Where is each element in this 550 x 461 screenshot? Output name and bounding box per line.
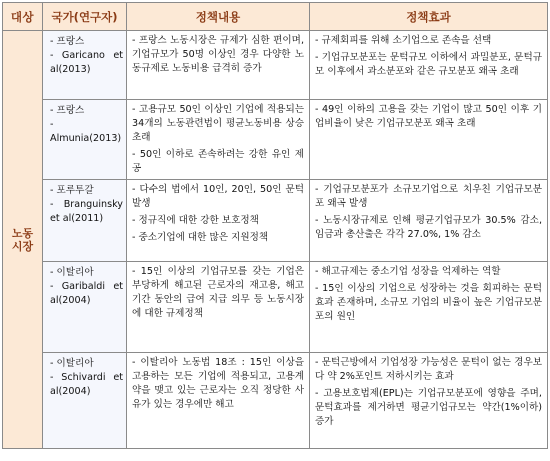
bullet-text: - 이탈리아 노동법 18조 : 15인 이상을 고용하는 모든 기업에 적용되고, 고용계약을 맺고 있는 근로자는 오직 정당한 사유가 있는 경우에만 해고	[132, 357, 304, 410]
bullet-text: - 정규직에 대한 강한 보호정책	[132, 215, 259, 226]
effect-cell	[310, 180, 548, 262]
effect-cell	[310, 353, 548, 449]
bullet-text: - 고용보호법제(EPL)는 기업규모분포에 영향을 주며, 문턱효과를 제거하면 평균기업규모는 약간(1%이하) 증가	[315, 388, 542, 427]
header-subject: 대상	[3, 3, 43, 31]
researcher-ref: - Schivardi et al(2004)	[50, 372, 123, 397]
researcher-ref: - Garicano et al(2013)	[50, 50, 123, 75]
bullet-item	[315, 103, 542, 131]
policy-table-container	[2, 2, 547, 457]
researcher-ref: - Branguinsky et al(2011)	[50, 199, 123, 224]
bullet-text: - 15인 이상의 기업으로 성장하는 것을 회피하는 문턱효과 존재하며, 소규모 기업의 비율이 높은 기업규모분포의 원인	[315, 283, 542, 322]
header-policy: 정책내용	[127, 3, 310, 31]
policy-cell	[127, 262, 310, 353]
effect-cell	[310, 262, 548, 353]
bullet-item	[132, 231, 304, 245]
bullet-text: - 해고규제는 중소기업 성장을 억제하는 역할	[315, 266, 501, 277]
country-name: - 프랑스	[50, 105, 85, 116]
country-cell	[43, 31, 127, 100]
bullet-item	[315, 387, 542, 429]
subject-label: 노동 시장	[11, 226, 34, 253]
header-effect: 정책효과	[310, 3, 548, 31]
bullet-item	[132, 214, 304, 228]
bullet-item	[315, 51, 542, 79]
bullet-text: - 다수의 법에서 10인, 20인, 50인 문턱 발생	[132, 184, 304, 209]
bullet-item	[132, 356, 304, 412]
researcher-ref: - Almunia(2013)	[50, 119, 122, 144]
bullet-text: - 기업규모분포는 문턱규모 이하에서 과밀분포, 문턱규모 이후에서 과소분포와 같은 규모분포 왜곡 초래	[315, 52, 542, 77]
bullet-item	[315, 356, 542, 384]
table-row	[3, 262, 548, 353]
bullet-item	[315, 282, 542, 324]
researcher-ref: - Garibaldi et al(2004)	[50, 281, 123, 306]
bullet-item	[132, 265, 304, 321]
country-name: - 이탈리아	[50, 267, 94, 278]
policy-cell	[127, 353, 310, 449]
effect-cell	[310, 31, 548, 100]
bullet-item	[132, 103, 304, 145]
bullet-item	[315, 34, 542, 48]
policy-cell	[127, 31, 310, 100]
bullet-item	[315, 183, 542, 211]
bullet-text: - 중소기업에 대한 많은 지원정책	[132, 232, 269, 243]
policy-cell	[127, 180, 310, 262]
bullet-text: - 고용규모 50인 이상인 기업에 적용되는 34개의 노동관련법이 평균노동비용 상승 초래	[132, 104, 304, 143]
country-name: - 포루투갈	[50, 185, 94, 196]
bullet-text: - 프랑스 노동시장은 규제가 심한 편이며, 기업규모가 50명 이상인 경우 다양한 노동규제로 노동비용 급격히 증가	[132, 35, 304, 74]
effect-cell	[310, 100, 548, 180]
bullet-text: - 15인 이상의 기업규모를 갖는 기업은 부당하게 해고된 근로자의 재고용, 해고기간 동안의 급여 지급 의무 등 노동시장에 대한 규제정책	[132, 266, 304, 319]
bullet-text: - 50인 이하로 존속하려는 강한 유인 제공	[132, 149, 304, 174]
country-name: - 이탈리아	[50, 358, 94, 369]
country-cell	[43, 100, 127, 180]
country-name: - 프랑스	[50, 36, 85, 47]
bullet-text: - 기업규모분포가 소규모기업으로 치우친 기업규모분포 왜곡 발생	[315, 184, 542, 209]
country-cell	[43, 353, 127, 449]
table-row	[3, 180, 548, 262]
policy-table	[2, 2, 548, 449]
bullet-item	[132, 148, 304, 176]
subject-cell	[3, 31, 43, 449]
bullet-text: - 49인 이하의 고용을 갖는 기업이 많고 50인 이후 기업비율이 낮은 기업규모분포 왜곡 초래	[315, 104, 542, 129]
bullet-item	[315, 265, 542, 279]
bullet-item	[132, 34, 304, 76]
bullet-text: - 규제회피를 위해 소기업으로 존속을 선택	[315, 35, 492, 46]
policy-cell	[127, 100, 310, 180]
bullet-item	[315, 214, 542, 242]
header-row	[3, 3, 548, 31]
bullet-text: - 노동시장규제로 인해 평균기업규모가 30.5% 감소, 임금과 총산출은 각각 27.0%, 1% 감소	[315, 215, 542, 240]
country-cell	[43, 180, 127, 262]
bullet-item	[132, 183, 304, 211]
header-country: 국가(연구자)	[43, 3, 127, 31]
country-cell	[43, 262, 127, 353]
table-row	[3, 100, 548, 180]
table-row	[3, 353, 548, 449]
table-row	[3, 31, 548, 100]
bullet-text: - 문턱근방에서 기업성장 가능성은 문턱이 없는 경우보다 약 2%포인트 저하시키는 효과	[315, 357, 542, 382]
